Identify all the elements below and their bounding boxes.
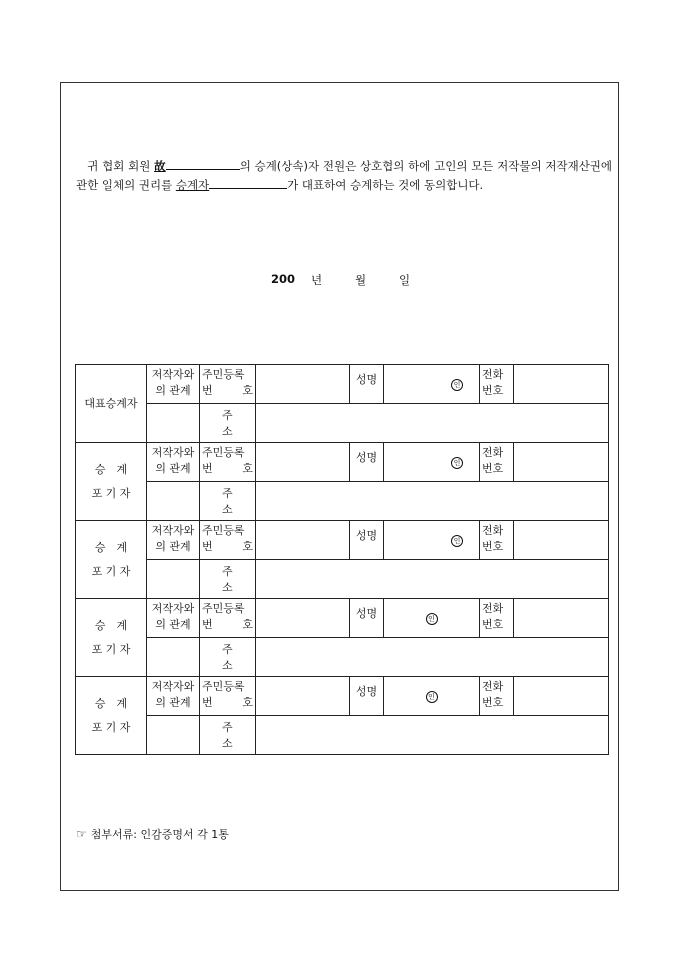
relation-label-line1: 저작자와 <box>151 368 195 381</box>
reg-number-label-cell <box>200 443 256 482</box>
relation-field[interactable] <box>147 482 200 521</box>
phone-label-cell <box>480 599 514 638</box>
phone-field[interactable] <box>514 443 609 482</box>
phone-label-cell <box>480 443 514 482</box>
name-label: 성명 <box>355 529 378 542</box>
name-label-cell <box>350 677 384 716</box>
reg-label-line2b: 호 <box>242 462 253 475</box>
address-label-cell <box>200 638 256 677</box>
phone-label-cell <box>480 677 514 716</box>
pointing-hand-icon: ☞ <box>76 827 87 841</box>
role-label-line1: 승 계 <box>94 540 128 554</box>
role-label: 대표승계자 <box>84 396 138 410</box>
phone-field[interactable] <box>514 599 609 638</box>
reg-label-line2b: 호 <box>242 540 253 553</box>
reg-label-line1: 주민등록 <box>202 680 245 693</box>
successor-label: 승계자 <box>175 178 210 192</box>
role-label-line1: 승 계 <box>94 696 128 710</box>
statement-part1: 귀 협회 회원 <box>87 159 155 173</box>
reg-label-line2b: 호 <box>242 384 253 397</box>
address-field[interactable] <box>256 482 609 521</box>
address-label: 주소 <box>222 643 255 672</box>
seal-icon: 인 <box>451 535 463 547</box>
phone-label-line2: 번호 <box>482 384 504 397</box>
successor-name-blank[interactable] <box>209 176 287 189</box>
seal-icon: 인 <box>451 457 463 469</box>
phone-label-line1: 전화 <box>482 680 504 693</box>
statement-part3: 가 대표하여 승계하는 것에 동의합니다. <box>287 178 484 192</box>
address-label: 주소 <box>222 487 255 516</box>
role-label-line2: 포 기 자 <box>91 564 131 578</box>
table-row <box>76 365 609 404</box>
phone-field[interactable] <box>514 365 609 404</box>
role-label-line1: 승 계 <box>94 462 128 476</box>
address-field[interactable] <box>256 638 609 677</box>
role-label-line1: 승 계 <box>94 618 128 632</box>
deceased-prefix: 故 <box>154 159 166 173</box>
date-day-unit: 일 <box>399 273 411 287</box>
role-label-line2: 포 기 자 <box>91 720 131 734</box>
attachment-note <box>76 826 229 842</box>
table-row <box>76 716 609 755</box>
relation-label-line1: 저작자와 <box>151 446 195 459</box>
phone-label-line2: 번호 <box>482 462 504 475</box>
phone-field[interactable] <box>514 521 609 560</box>
address-label: 주소 <box>222 565 255 594</box>
relation-label-line1: 저작자와 <box>151 680 195 693</box>
reg-label-line2a: 번 <box>202 696 213 709</box>
relation-label-line2: 의 관계 <box>155 384 191 397</box>
relation-label-cell <box>147 365 200 404</box>
date-year-unit: 년 <box>311 273 323 287</box>
relation-label-line2: 의 관계 <box>155 462 191 475</box>
reg-label-line2a: 번 <box>202 462 213 475</box>
reg-label-line2b: 호 <box>242 618 253 631</box>
table-row <box>76 404 609 443</box>
successor-table <box>75 364 609 755</box>
name-field[interactable] <box>384 677 480 716</box>
address-label-cell <box>200 482 256 521</box>
reg-label-line1: 주민등록 <box>202 524 245 537</box>
name-field[interactable] <box>384 365 480 404</box>
reg-number-label-cell <box>200 677 256 716</box>
seal-icon: 인 <box>426 691 438 703</box>
reg-number-label-cell <box>200 599 256 638</box>
address-label: 주소 <box>222 721 255 750</box>
reg-number-field[interactable] <box>256 521 350 560</box>
reg-number-field[interactable] <box>256 677 350 716</box>
reg-label-line2a: 번 <box>202 540 213 553</box>
phone-label-line1: 전화 <box>482 446 504 459</box>
table-row <box>76 443 609 482</box>
address-label-cell <box>200 404 256 443</box>
attachment-note-text: 첨부서류: 인감증명서 각 1통 <box>90 828 229 841</box>
relation-label-line1: 저작자와 <box>151 602 195 615</box>
role-cell <box>76 521 147 599</box>
name-label-cell <box>350 599 384 638</box>
phone-label-line2: 번호 <box>482 618 504 631</box>
phone-label-cell <box>480 365 514 404</box>
relation-field[interactable] <box>147 404 200 443</box>
table-row <box>76 638 609 677</box>
name-label: 성명 <box>355 373 378 386</box>
reg-number-field[interactable] <box>256 599 350 638</box>
role-label-line2: 포 기 자 <box>91 486 131 500</box>
reg-label-line2a: 번 <box>202 384 213 397</box>
reg-label-line1: 주민등록 <box>202 602 245 615</box>
address-label: 주소 <box>222 409 255 438</box>
role-cell <box>76 599 147 677</box>
name-label: 성명 <box>355 607 378 620</box>
reg-label-line1: 주민등록 <box>202 368 245 381</box>
phone-field[interactable] <box>514 677 609 716</box>
relation-label-line2: 의 관계 <box>155 618 191 631</box>
reg-number-label-cell <box>200 365 256 404</box>
date-month-unit: 월 <box>355 273 367 287</box>
reg-label-line1: 주민등록 <box>202 446 245 459</box>
role-cell <box>76 365 147 443</box>
phone-label-line2: 번호 <box>482 696 504 709</box>
reg-label-line2a: 번 <box>202 618 213 631</box>
reg-number-label-cell <box>200 521 256 560</box>
role-cell <box>76 443 147 521</box>
table-row <box>76 677 609 716</box>
seal-icon: 인 <box>451 379 463 391</box>
name-label-cell <box>350 365 384 404</box>
reg-number-field[interactable] <box>256 443 350 482</box>
role-label-line2: 포 기 자 <box>91 642 131 656</box>
deceased-name-blank[interactable] <box>166 157 240 170</box>
phone-label-line2: 번호 <box>482 540 504 553</box>
name-label-cell <box>350 443 384 482</box>
relation-label-cell <box>147 599 200 638</box>
statement-part2: 의 승계(상속)자 전원은 상호협의 하에 고인의 모든 저작물의 저작재산권에 관한 일체의 권리를 <box>76 159 613 192</box>
relation-label-line1: 저작자와 <box>151 524 195 537</box>
name-label-cell <box>350 521 384 560</box>
name-field[interactable] <box>384 599 480 638</box>
phone-label-line1: 전화 <box>482 602 504 615</box>
phone-label-line1: 전화 <box>482 524 504 537</box>
table-row <box>76 521 609 560</box>
seal-icon: 인 <box>426 613 438 625</box>
consent-statement <box>76 157 612 195</box>
relation-label-cell <box>147 443 200 482</box>
address-field[interactable] <box>256 560 609 599</box>
address-label-cell <box>200 560 256 599</box>
phone-label-cell <box>480 521 514 560</box>
reg-label-line2b: 호 <box>242 696 253 709</box>
relation-field[interactable] <box>147 638 200 677</box>
table-row <box>76 599 609 638</box>
address-field[interactable] <box>256 716 609 755</box>
address-field[interactable] <box>256 404 609 443</box>
name-field[interactable] <box>384 521 480 560</box>
relation-field[interactable] <box>147 560 200 599</box>
relation-label-line2: 의 관계 <box>155 696 191 709</box>
relation-label-cell <box>147 521 200 560</box>
address-label-cell <box>200 716 256 755</box>
reg-number-field[interactable] <box>256 365 350 404</box>
table-row <box>76 560 609 599</box>
relation-label-cell <box>147 677 200 716</box>
date-year: 200 <box>271 272 296 286</box>
name-label: 성명 <box>355 685 378 698</box>
relation-label-line2: 의 관계 <box>155 540 191 553</box>
name-label: 성명 <box>355 451 378 464</box>
relation-field[interactable] <box>147 716 200 755</box>
phone-label-line1: 전화 <box>482 368 504 381</box>
role-cell <box>76 677 147 755</box>
table-row <box>76 482 609 521</box>
name-field[interactable] <box>384 443 480 482</box>
